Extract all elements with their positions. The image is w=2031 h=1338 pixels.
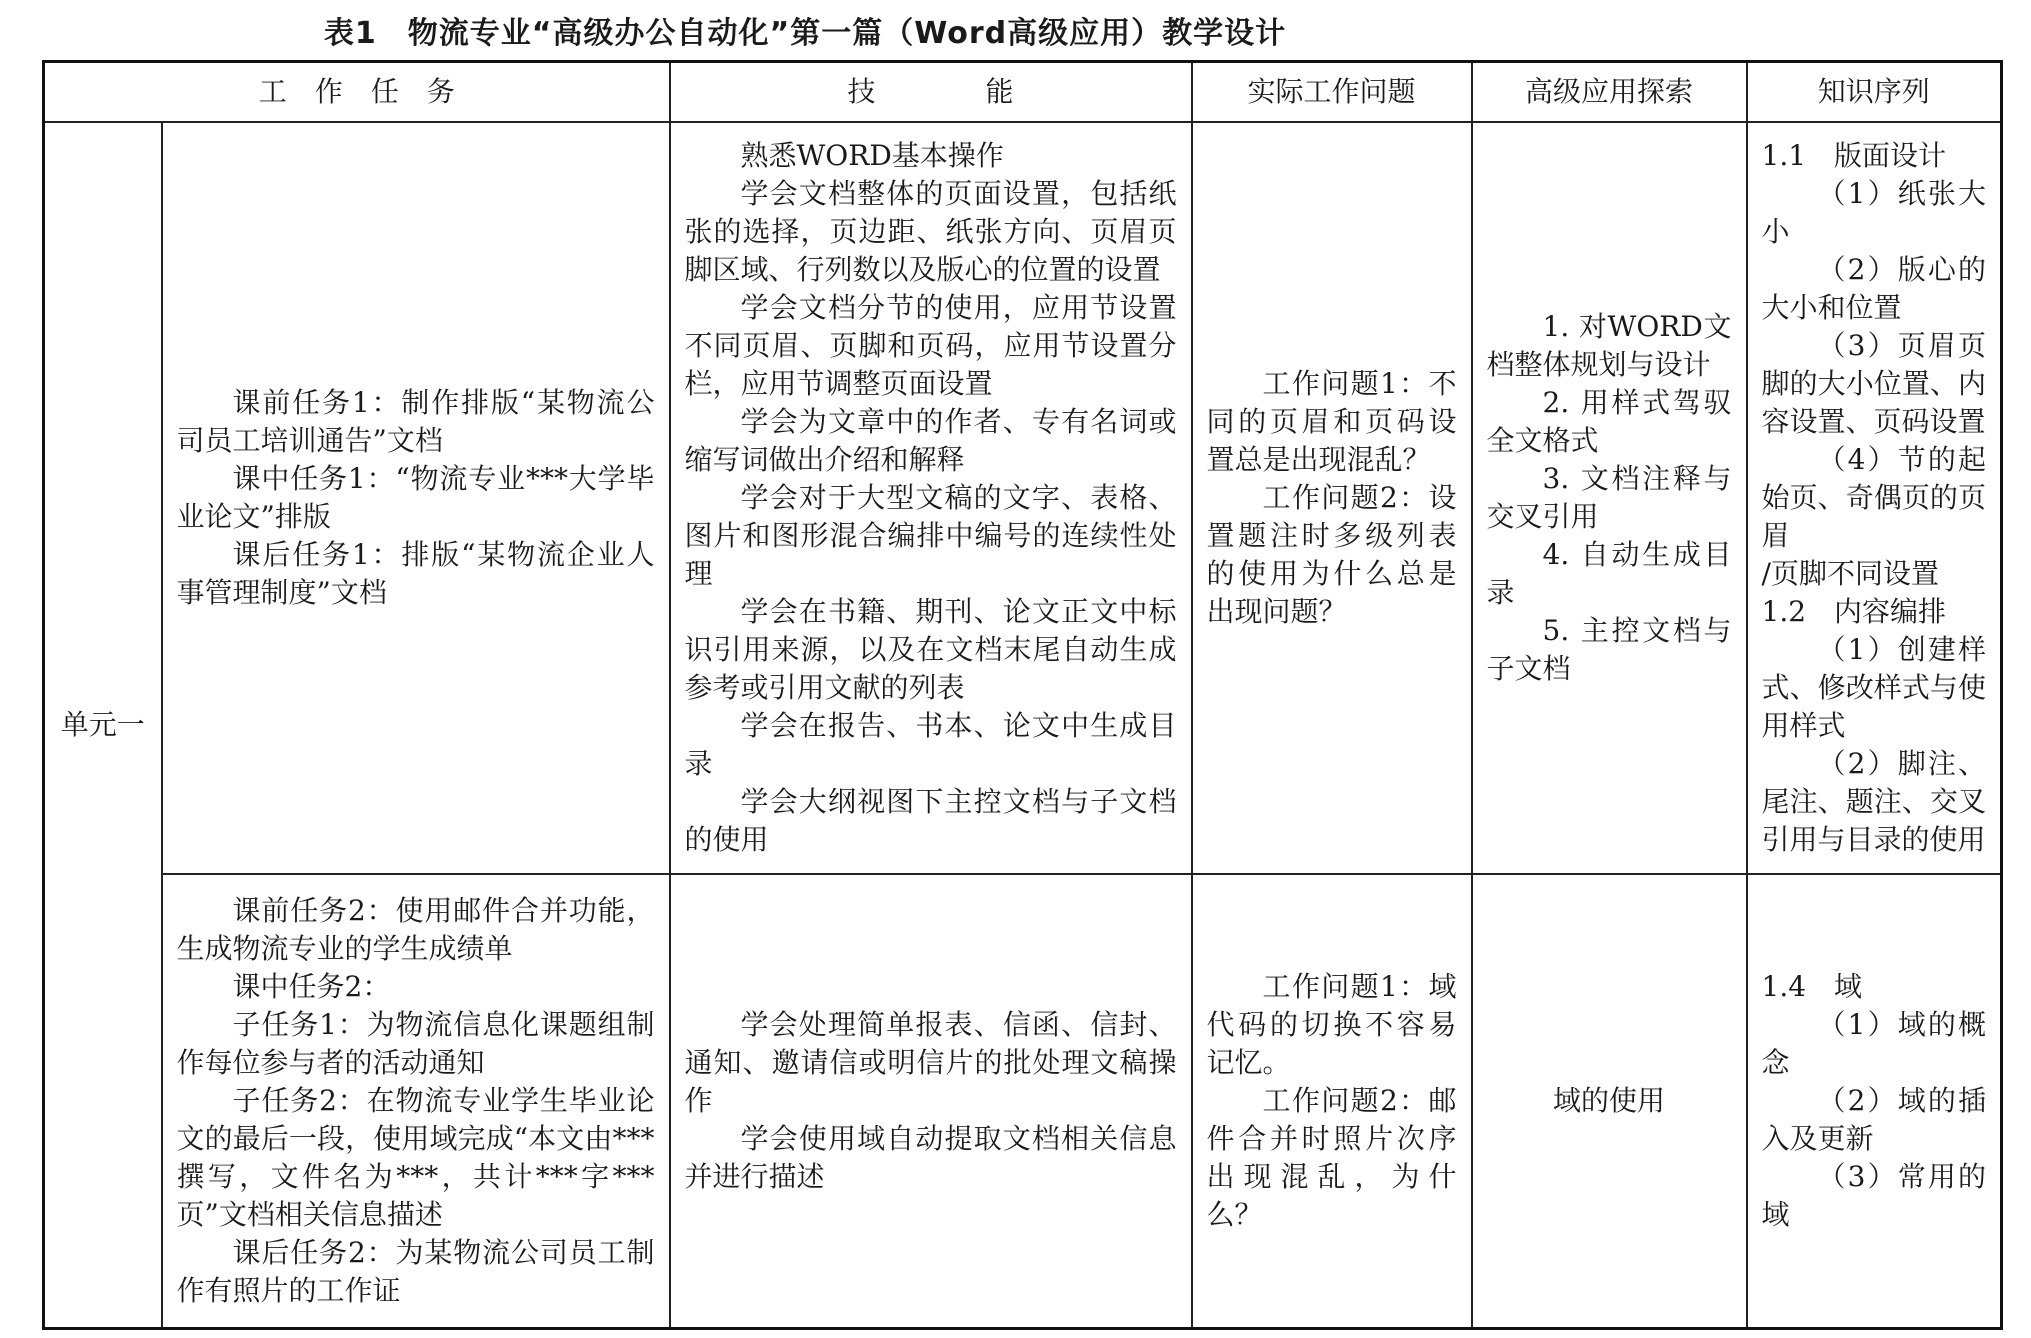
knowledge-item: （2）脚注、尾注、题注、交叉引用与目录的使用: [1761, 747, 1987, 856]
header-tasks: 工作任务: [44, 62, 670, 123]
tasks-cell: [162, 122, 670, 874]
list-item: 子任务1：为物流信息化课题组制作每位参与者的活动通知: [176, 1008, 655, 1079]
header-problems: 实际工作问题: [1192, 62, 1472, 123]
table-row: [44, 122, 2002, 874]
skills-cell: [670, 122, 1192, 874]
list-item: 学会在书籍、期刊、论文正文中标识引用来源，以及在文档末尾自动生成参考或引用文献的列表: [684, 595, 1177, 704]
list-item: 学会对于大型文稿的文字、表格、图片和图形混合编排中编号的连续性处理: [684, 481, 1177, 590]
list-item: 子任务2：在物流专业学生毕业论文的最后一段，使用域完成“本文由***撰写，文件名为***，共计***字***页”文档相关信息描述: [176, 1084, 655, 1231]
teaching-design-table: [42, 60, 2003, 1330]
list-item: 课前任务2：使用邮件合并功能，生成物流专业的学生成绩单: [176, 894, 655, 965]
list-item: 学会文档分节的使用，应用节设置不同页眉、页脚和页码，应用节设置分栏，应用节调整页面设置: [684, 291, 1177, 400]
list-item: 课后任务2：为某物流公司员工制作有照片的工作证: [176, 1236, 655, 1307]
header-advanced: 高级应用探索: [1472, 62, 1747, 123]
knowledge-heading: 1.4 域: [1761, 970, 1863, 1003]
list-item: 1. 对WORD文档整体规划与设计: [1486, 310, 1732, 381]
list-item: 5. 主控文档与子文档: [1486, 614, 1732, 685]
knowledge-heading: 1.2 内容编排: [1761, 595, 1947, 628]
knowledge-heading: 1.1 版面设计: [1761, 139, 1947, 172]
list-item: 工作问题1：域代码的切换不容易记忆。: [1206, 970, 1457, 1079]
knowledge-item: （2）域的插入及更新: [1761, 1084, 1987, 1155]
list-item: 课中任务2：: [232, 970, 391, 1003]
list-item: 工作问题1：不同的页眉和页码设置总是出现混乱？: [1206, 367, 1457, 476]
knowledge-item: （3）页眉页脚的大小位置、内容设置、页码设置: [1761, 329, 1987, 438]
list-item: 工作问题2：邮件合并时照片次序出现混乱，为什么？: [1206, 1084, 1457, 1231]
knowledge-item: （1）纸张大小: [1761, 177, 1987, 248]
list-item: 学会处理简单报表、信函、信封、通知、邀请信或明信片的批处理文稿操作: [684, 1008, 1177, 1117]
problems-cell: [1192, 122, 1472, 874]
knowledge-item: （2）版心的大小和位置: [1761, 253, 1987, 324]
knowledge-item: （1）创建样式、修改样式与使用样式: [1761, 633, 1987, 742]
skills-cell: [670, 874, 1192, 1329]
list-item: 学会大纲视图下主控文档与子文档的使用: [684, 785, 1177, 856]
list-item: 学会使用域自动提取文档相关信息并进行描述: [684, 1122, 1177, 1193]
knowledge-item: （4）节的起始页、奇偶页的页眉: [1761, 443, 1987, 552]
list-item: 域的使用: [1553, 1084, 1666, 1117]
list-item: 学会文档整体的页面设置，包括纸张的选择，页边距、纸张方向、页眉页脚区域、行列数以及版心的位置的设置: [684, 177, 1177, 286]
header-knowledge: 知识序列: [1747, 62, 2002, 123]
list-item: 课后任务1：排版“某物流企业人事管理制度”文档: [176, 538, 655, 609]
advanced-cell: [1472, 874, 1747, 1329]
list-item: 4. 自动生成目录: [1486, 538, 1732, 609]
header-skills: 技能: [670, 62, 1192, 123]
problems-cell: [1192, 874, 1472, 1329]
list-item: 3. 文档注释与交叉引用: [1486, 462, 1732, 533]
header-row: [44, 62, 2002, 123]
tasks-cell: [162, 874, 670, 1329]
unit-label: 单元一: [44, 122, 162, 1329]
knowledge-cell: [1747, 874, 2002, 1329]
list-item: 学会在报告、书本、论文中生成目录: [684, 709, 1177, 780]
table-caption: 表1 物流专业“高级办公自动化”第一篇（Word高级应用）教学设计: [323, 16, 1287, 51]
knowledge-cell: [1747, 122, 2002, 874]
list-item: 课前任务1：制作排版“某物流公司员工培训通告”文档: [176, 386, 655, 457]
advanced-cell: [1472, 122, 1747, 874]
knowledge-item: /页脚不同设置: [1761, 557, 1939, 590]
list-item: 学会为文章中的作者、专有名词或缩写词做出介绍和解释: [684, 405, 1177, 476]
knowledge-item: （3）常用的域: [1761, 1160, 1987, 1231]
table-row: [44, 874, 2002, 1329]
list-item: 课中任务1：“物流专业***大学毕业论文”排版: [176, 462, 655, 533]
list-item: 工作问题2：设置题注时多级列表的使用为什么总是出现问题？: [1206, 481, 1457, 628]
list-item: 熟悉WORD基本操作: [740, 139, 1004, 172]
knowledge-item: （1）域的概念: [1761, 1008, 1987, 1079]
list-item: 2. 用样式驾驭全文格式: [1486, 386, 1732, 457]
